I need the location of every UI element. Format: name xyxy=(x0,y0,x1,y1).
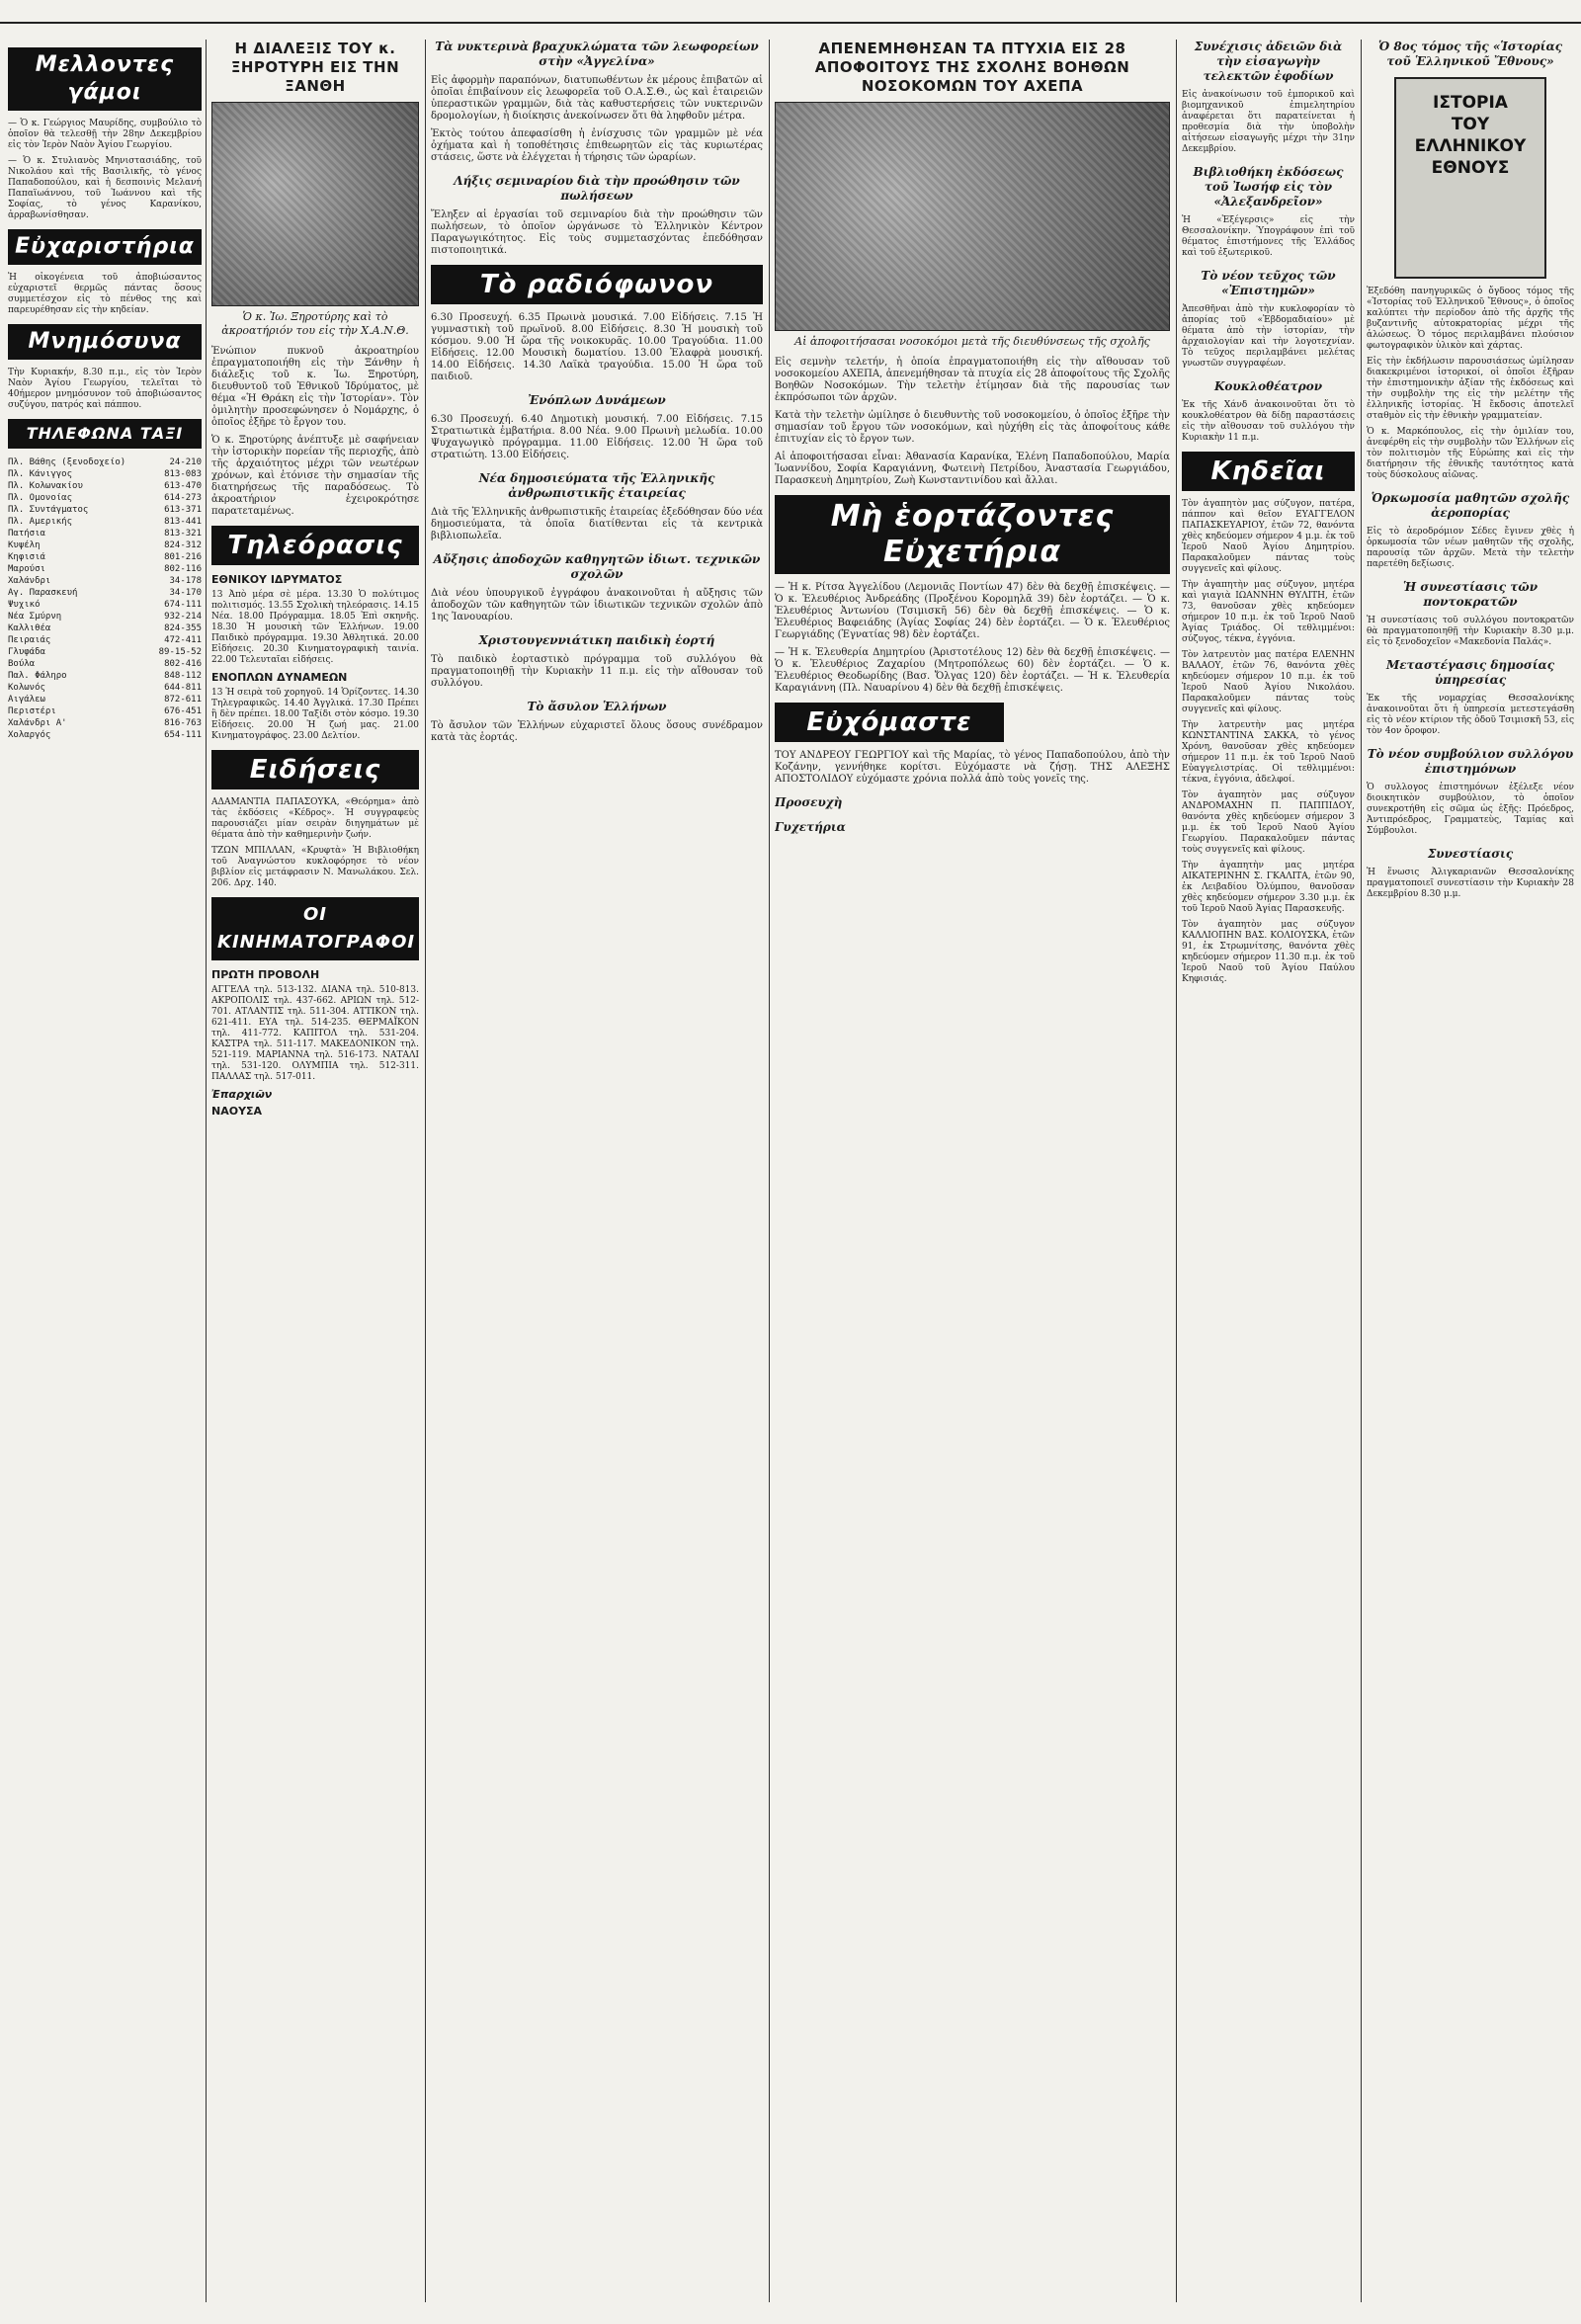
taxi-list xyxy=(8,456,202,741)
column-divider xyxy=(1176,40,1177,2302)
tv-channel-2: ΕΝΟΠΛΩΝ ΔΥΝΑΜΕΩΝ xyxy=(211,671,348,684)
taxi-phone: 24-210 xyxy=(169,457,202,467)
nurses-text-3: Αἱ ἀποφοιτήσασαι εἶναι: Ἀθανασία Καρανίκα, Ἑλένη Παπαδοπούλου, Μαρία Ἰωαννίδου, Σοφία Καραγιάννη, Φωτεινὴ Πετρίδου, Ἀναστασία Γεωργιάδου, Παρασκευὴ Δημητρίου, Ζωὴ Κωνσταντινίδου καὶ ἄλλαι. xyxy=(775,452,1170,486)
nurses-text-1: Εἰς σεμνὴν τελετήν, ἡ ὁποία ἐπραγματοποιήθη εἰς τὴν αἴθουσαν τοῦ νοσοκομείου ΑΧΕΠΑ, ἀπενεμήθησαν τὰ πτυχία εἰς 28 ἀποφοίτους τῆς Σχολῆς Βοηθῶν Νοσοκόμων. Τὴν τελετὴν ἐτίμησαν διὰ τῆς παρουσίας των ἐκπρόσωποι τῶν ἀρχῶν. xyxy=(775,357,1170,403)
taxi-row xyxy=(8,587,202,599)
taxi-row xyxy=(8,456,202,468)
issue-text: Ἀπεσθῆναι ἀπὸ τὴν κυκλοφορίαν τὸ ἀπορίας τοῦ «Ἐβδομαδιαίου» μὲ θέματα ἀπὸ τὴν ἱστορίαν, τὴν ἀρχαιολογίαν καὶ τὴν λογοτεχνίαν. Τὸ τεῦχος περιλαμβάνει μελέτας γνωστῶν συγγραφέων. xyxy=(1182,304,1355,369)
buses-title: Τὰ νυκτερινὰ βραχυκλώματα τῶν λεωφορείων στὴν «Ἀγγελίνα» xyxy=(435,40,759,68)
taxi-row xyxy=(8,729,202,741)
lecture-caption: Ὁ κ. Ἰω. Ξηροτύρης καὶ τὸ ἀκροατήριόν του εἰς τὴν Χ.Α.Ν.Θ. xyxy=(221,310,409,337)
wishes-banner: Εὐχόμαστε xyxy=(775,703,1004,742)
cinema-head: ΠΡΩΤΗ ΠΡΟΒΟΛΗ xyxy=(211,968,320,981)
taxi-row xyxy=(8,575,202,587)
buses-text-1: Εἰς ἀφορμὴν παραπόνων, διατυπωθέντων ἐκ μέρους ἐπιβατῶν αἱ ὁποῖαι ἐπιβαίνουν εἰς λεωφορεῖα τοῦ Ο.Α.Σ.Θ., ὡς καὶ ἑταιρειῶν ὑπεραστικῶν γραμμῶν, διὰ τὰς καθυστερήσεις τῶν νυκτερινῶν δρομολογίων, ἡ διοίκησις ἀνεκοίνωσεν ὅτι θὰ ληφθοῦν μέτρα. xyxy=(431,75,763,122)
taxi-phone: 89-15-52 xyxy=(158,647,202,657)
thanks-text: Ἡ οἰκογένεια τοῦ ἀποβιώσαντος εὐχαριστεῖ θερμῶς πάντας ὅσους συμμετέσχον εἰς τὸ πένθος της καὶ παρευρέθησαν εἰς τὴν κηδείαν. xyxy=(8,273,202,315)
taxi-stand: Χαλάνδρι Α' xyxy=(8,718,67,728)
funeral-notice: Τὸν λατρευτὸν μας πατέρα ΕΛΕΝΗΝ ΒΑΛΑΟΥ, ἐτῶν 76, θανόντα χθὲς κηδεύομεν σήμερον 10 π.μ. ἐκ τοῦ Ἱεροῦ Ναοῦ Ἁγίου Νικολάου. Παρακαλοῦμεν πάντας τοὺς συγγενεῖς καὶ φίλους. xyxy=(1182,650,1355,714)
taxi-phone: 674-111 xyxy=(164,600,202,610)
christmas-text: Τὸ παιδικὸ ἑορταστικὸ πρόγραμμα τοῦ συλλόγου θὰ πραγματοποιηθῇ τὴν Κυριακὴν 11 π.μ. εἰς τὴν αἴθουσαν τοῦ συλλόγου. xyxy=(431,654,763,689)
funerals-banner: Κηδεῖαι xyxy=(1182,452,1355,491)
lecture-text-2: Ὁ κ. Ξηροτύρης ἀνέπτυξε μὲ σαφήνειαν τὴν ἱστορικὴν πορείαν τῆς περιοχῆς, ἀπὸ τῆς ἀρχαιότητος μέχρι τῶν νεωτέρων χρόνων, καὶ ἐτόνισε τὴν σημασίαν τῆς διατηρήσεως τῆς παραδόσεως. Τὸ ἀκροατήριον ἐχειροκρότησε παρατεταμένως. xyxy=(211,435,419,517)
column-3 xyxy=(431,40,763,2302)
dinner-text: Ἡ συνεστίασις τοῦ συλλόγου ποντοκρατῶν θὰ πραγματοποιηθῇ τὴν Κυριακὴν 8.30 μ.μ. εἰς τὸ ξενοδοχεῖον «Μακεδονία Παλάς». xyxy=(1367,616,1574,647)
tv-banner: Τηλεόρασις xyxy=(211,526,419,565)
taxi-stand: Κηφισιά xyxy=(8,552,45,562)
column-6 xyxy=(1367,40,1574,2302)
taxi-phone: 813-441 xyxy=(164,517,202,527)
taxi-phone: 34-178 xyxy=(169,576,202,586)
taxi-row xyxy=(8,670,202,682)
taxi-row xyxy=(8,634,202,646)
taxi-stand: Γλυφάδα xyxy=(8,647,45,657)
taxi-phone: 813-083 xyxy=(164,469,202,479)
taxi-stand: Καλλιθέα xyxy=(8,623,51,633)
tv-schedule-1: 13 Ἀπὸ μέρα σὲ μέρα. 13.30 Ὁ πολύτιμος πολιτισμός. 13.55 Σχολικὴ τηλεόρασις. 14.15 Νέα. 18.00 Πρόγραμμα. 18.05 Ἐπὶ σκηνῆς. 18.30 Ἡ μουσικὴ τῶν Ἑλλήνων. 19.00 Παιδικὸ πρόγραμμα. 19.30 Ἀθλητικά. 20.00 Εἰδήσεις. 20.30 Κινηματογραφικὴ ταινία. 22.00 Τελευταῖαι εἰδήσεις. xyxy=(211,590,419,665)
taxi-phone: 824-355 xyxy=(164,623,202,633)
taxi-stand: Πλ. Κάνιγγος xyxy=(8,469,73,479)
tv-channel-1: ΕΘΝΙΚΟΥ ΙΔΡΥΜΑΤΟΣ xyxy=(211,573,343,586)
book-title-line: ΕΛΛΗΝΙΚΟΥ xyxy=(1414,136,1527,156)
taxi-row xyxy=(8,551,202,563)
history-text-2: Εἰς τὴν ἐκδήλωσιν παρουσιάσεως ὡμίλησαν διακεκριμένοι ἱστορικοί, οἱ ὁποῖοι ἐξῆραν τὴν ἐπιστημονικὴν ἀξίαν τῆς ἐκδόσεως καὶ τὴν συμβολὴν της εἰς τὴν μελέτην τῆς ἑλληνικῆς ἱστορίας. Ἡ ἔκδοσις ἀποτελεῖ σταθμὸν εἰς τὴν ἐθνικὴν γραμματείαν. xyxy=(1367,357,1574,421)
taxi-stand: Πατήσια xyxy=(8,529,45,539)
taxi-row xyxy=(8,599,202,611)
thanks-banner: Εὐχαριστήρια xyxy=(8,229,202,265)
dinner-title: Ἡ συνεστίασις τῶν ποντοκρατῶν xyxy=(1402,580,1539,609)
funeral-notice: Τὸν ἀγαπητὸν μας σύζυγον ΑΝΔΡΟΜΑΧΗΝ Π. ΠΑΠΠΙΔΟΥ, θανόντα χθὲς κηδεύομεν σήμερον 3 μ.μ. ἐκ τοῦ Ἱεροῦ Ναοῦ Ἁγίου Γεωργίου. Παρακαλοῦμεν πάντας τοὺς συγγενεῖς καὶ φίλους. xyxy=(1182,790,1355,855)
taxi-stand: Νέα Σμύρνη xyxy=(8,612,62,622)
radio-schedule-1: 6.30 Προσευχή. 6.35 Πρωινὰ μουσικά. 7.00 Εἰδήσεις. 7.15 Ἡ γυμναστικὴ τοῦ πρωϊνοῦ. 8.00 Εἰδήσεις. 8.30 Ἡ μουσικὴ τοῦ κόσμου. 9.00 Ἡ ὥρα τῆς νοικοκυρᾶς. 10.00 Τραγούδια. 11.00 Εἰδήσεις. 12.00 Μουσικὴ δωματίου. 13.00 Ἐλαφρὰ μουσική. 14.00 Εἰδήσεις. 14.30 Λαϊκὰ τραγούδια. 15.00 Ἡ ὥρα τοῦ παιδιοῦ. xyxy=(431,312,763,382)
taxi-phone: 644-811 xyxy=(164,683,202,693)
taxi-row xyxy=(8,563,202,575)
taxi-stand: Κυψέλη xyxy=(8,540,41,550)
nurses-caption: Αἱ ἀποφοιτήσασαι νοσοκόμοι μετὰ τῆς διευθύνσεως τῆς σχολῆς xyxy=(794,335,1150,348)
taxi-phone: 872-611 xyxy=(164,695,202,705)
taxi-stand: Χολαργός xyxy=(8,730,51,740)
library-title: Βιβλιοθήκη ἐκδόσεως τοῦ Ἰωσήφ εἰς τὸν «Ἀλεξανδρεῖον» xyxy=(1193,165,1344,208)
salaries-text: Διὰ νέου ὑπουργικοῦ ἐγγράφου ἀνακοινοῦται ἡ αὔξησις τῶν ἀποδοχῶν τῶν καθηγητῶν τῶν ἰδιωτικῶν τεχνικῶν σχολῶν ἀπὸ 1ης Ἰανουαρίου. xyxy=(431,588,763,622)
taxi-stand: Πλ. Ομονοίας xyxy=(8,493,73,503)
radio-channel-2: Ἐνόπλων Δυνάμεων xyxy=(528,393,666,407)
taxi-stand: Ψυχικό xyxy=(8,600,41,610)
taxi-phone: 932-214 xyxy=(164,612,202,622)
nurses-text-2: Κατὰ τὴν τελετὴν ὡμίλησε ὁ διευθυντὴς τοῦ νοσοκομείου, ὁ ὁποῖος ἐξῆρε τὴν σημασίαν τοῦ ἔργου τῶν νοσοκόμων, καὶ ηὐχήθη εἰς τὰς ἀποφοίτους κάθε ἐπιτυχίαν εἰς τὸ ἔργον των. xyxy=(775,410,1170,445)
taxi-stand: Περιστέρι xyxy=(8,706,56,716)
memorial-text: Τὴν Κυριακήν, 8.30 π.μ., εἰς τὸν Ἱερὸν Ναὸν Ἁγίου Γεωργίου, τελεῖται τὸ 40ήμερον μνημόσυνον τοῦ ἀποβιώσαντος συζύγου, πατρός καὶ πάππου. xyxy=(8,368,202,410)
tv-schedule-2: 13 Ἡ σειρὰ τοῦ χορηγοῦ. 14 Ὁρίζοντες. 14.30 Τηλεγραφικῶς. 14.40 Ἀγγλικά. 17.30 Πρέπει ἢ δὲν πρέπει. 18.00 Ταξίδι στὸν κόσμο. 19.30 Εἰδήσεις. 20.00 Ἡ ζωή μας. 21.00 Κινηματογράφος. 23.00 Δελτίον. xyxy=(211,688,419,741)
taxi-row xyxy=(8,480,202,492)
column-divider xyxy=(425,40,426,2302)
namedays-banner: Μὴ ἑορτάζοντες Εὐχετήρια xyxy=(775,495,1170,574)
gathering-text: Ἡ ἕνωσις Ἀλιγκαριανῶν Θεσσαλονίκης πραγματοποιεῖ συνεστίασιν τὴν Κυριακὴν 28 Δεκεμβρίου 8.30 μ.μ. xyxy=(1367,868,1574,899)
engagements-text-2: — Ὁ κ. Στυλιανὸς Μηνιστασιάδης, τοῦ Νικολάου καὶ τῆς Βασιλικῆς, τὸ γένος Παπαδοπούλου, καὶ ἡ δεσποινὶς Μελανή Παπαϊωάννου, τοῦ Ἰωάννου καὶ τῆς Σοφίας, τὸ γένος Καρανίκου, ἀρραβωνίσθησαν. xyxy=(8,156,202,220)
taxi-phone: 654-111 xyxy=(164,730,202,740)
engagements-text-1: — Ὁ κ. Γεώργιος Μαυρίδης, συμβούλιο τὸ ὁποῖον θὰ τελεσθῇ τὴν 28ην Δεκεμβρίου εἰς τὸν Ἱερὸν Ναὸν Ἁγίου Γεωργίου. xyxy=(8,119,202,150)
taxi-phone: 613-470 xyxy=(164,481,202,491)
taxi-row xyxy=(8,468,202,480)
taxi-row xyxy=(8,528,202,540)
taxi-stand: Μαρούσι xyxy=(8,564,45,574)
column-2 xyxy=(211,40,419,2302)
board-title: Τὸ νέον συμβούλιον συλλόγου ἐπιστημόνων xyxy=(1367,747,1574,776)
publications-text: Διὰ τῆς Ἑλληνικῆς ἀνθρωπιστικῆς ἑταιρείας ἐξεδόθησαν δύο νέα δημοσιεύματα, τὰ ὁποῖα διατίθενται εἰς τὰ κεντρικὰ βιβλιοπωλεῖα. xyxy=(431,507,763,541)
taxi-row xyxy=(8,540,202,551)
column-divider xyxy=(1361,40,1362,2302)
prayer-label: Προσευχὴ xyxy=(775,795,843,809)
namedays-text-1: — Ἡ κ. Ρίτσα Ἀγγελίδου (Λεμονιᾶς Ποντίων 47) δὲν θὰ δεχθῇ ἐπισκέψεις. — Ὁ κ. Ἐλευθέριος Ἀνδρεάδης (Προξένου Κορομηλᾶ 39) δὲν ἑορτάζει. — Ὁ κ. Ἐλευθέριος Ἀντωνίου (Τσιμισκῆ 56) δὲν θὰ δεχθῇ ἐπισκέψεις. — Ὁ κ. Ἐλευθέριος Βαφειάδης (Ἀγίας Σοφίας 24) δὲν ἑορτάζει. — Ὁ κ. Ἐλευθέριος Γεωργιάδης (Ἐγνατίας 98) δὲν ἑορτάζει. xyxy=(775,582,1170,640)
imports-text: Εἰς ἀνακοίνωσιν τοῦ ἐμπορικοῦ καὶ βιομηχανικοῦ ἐπιμελητηρίου ἀναφέρεται ὅτι παρατείνεται ἡ προθεσμία διὰ τὴν ὑποβολὴν αἰτήσεων εἰσαγωγῆς μέχρι τὴν 31ην Δεκεμβρίου. xyxy=(1182,90,1355,154)
taxi-phone: 613-371 xyxy=(164,505,202,515)
taxi-row xyxy=(8,682,202,694)
history-text-3: Ὁ κ. Μαρκόπουλος, εἰς τὴν ὁμιλίαν του, ἀνεφέρθη εἰς τὴν συμβολὴν τῶν Ἑλλήνων εἰς τὸν πολιτισμὸν τῆς Εὐρώπης καὶ εἰς τὴν διατήρησιν τῆς ἐθνικῆς ταυτότητος κατὰ τοὺς δύσκολους αἰῶνας. xyxy=(1367,427,1574,480)
puppet-title: Κουκλοθέατρον xyxy=(1213,379,1323,393)
cinema-banner: ΟΙ ΚΙΝΗΜΑΤΟΓΡΑΦΟΙ xyxy=(211,897,419,960)
issue-title: Τὸ νέον τεῦχος τῶν «Ἐπιστημῶν» xyxy=(1201,269,1336,297)
seminar-title: Λήξις σεμιναρίου διὰ τὴν προώθησιν τῶν πωλήσεων xyxy=(454,174,740,203)
taxi-stand: Πλ. Κολωνακίου xyxy=(8,481,83,491)
taxi-phone: 813-321 xyxy=(164,529,202,539)
imports-title: Συνέχισις ἀδειῶν διὰ τὴν εἰσαγωγὴν τελεκτῶν ἐφοδίων xyxy=(1194,40,1343,83)
oath-text: Εἰς τὸ ἀεροδρόμιον Σέδες ἔγινεν χθὲς ἡ ὁρκωμοσία τῶν νέων μαθητῶν τῆς σχολῆς, παρουσίᾳ τῶν ἀρχῶν. Μετὰ τὴν τελετὴν παρετέθη δεξίωσις. xyxy=(1367,527,1574,569)
taxi-stand: Πειραιάς xyxy=(8,635,51,645)
funeral-notice: Τὴν ἀγαπητὴν μας μητέρα ΑΙΚΑΤΕΡΙΝΗΝ Σ. ΓΚΑΛΙΤΑ, ἐτῶν 90, ἐκ Λειβαδίου Ὀλύμπου, θανοῦσαν χθὲς κηδεύομεν σήμερον 3.30 μ.μ. ἐκ τοῦ Ἱεροῦ Ναοῦ Ἁγίας Παρασκευῆς. xyxy=(1182,861,1355,914)
taxi-phone: 848-112 xyxy=(164,671,202,681)
engagements-banner: Μελλοντες γάμοι xyxy=(8,47,202,111)
taxi-row xyxy=(8,658,202,670)
province-label: Ἐπαρχιῶν xyxy=(211,1088,273,1101)
taxi-row xyxy=(8,694,202,706)
wishes-text: ΤΟΥ ΑΝΔΡΕΟΥ ΓΕΩΡΓΙΟΥ καὶ τῆς Μαρίας, τὸ γένος Παπαδοπούλου, ἀπὸ τὴν Κοζάνην, γεννήθηκε κορίτσι. Εὐχόμαστε νὰ ζήσῃ. ΤΗΣ ΑΛΕΞΗΣ ΑΠΟΣΤΟΛΙΔΟΥ εὐχόμαστε χρόνια πολλά ἀπὸ τοὺς γονεῖς της. xyxy=(775,750,1170,785)
asylum-text: Τὸ ἄσυλον τῶν Ἑλλήνων εὐχαριστεῖ ὅλους ὅσους συνέδραμον κατὰ τὰς ἑορτάς. xyxy=(431,720,763,743)
column-divider xyxy=(769,40,770,2302)
nurses-headline: ΑΠΕΝΕΜΗΘΗΣΑΝ ΤΑ ΠΤΥΧΙΑ ΕΙΣ 28 ΑΠΟΦΟΙΤΟΥΣ ΤΗΣ ΣΧΟΛΗΣ ΒΟΗΘΩΝ ΝΟΣΟΚΟΜΩΝ ΤΟΥ ΑΧΕΠΑ xyxy=(814,40,1130,95)
taxi-phone: 801-216 xyxy=(164,552,202,562)
lecture-headline: Η ΔΙΑΛΕΞΙΣ ΤΟΥ κ. ΞΗΡΟΤΥΡΗ ΕΙΣ ΤΗΝ ΞΑΝΘΗ xyxy=(230,40,400,95)
news-text-1: ΑΔΑΜΑΝΤΙΑ ΠΑΠΑΣΟΥΚΑ, «Θεόρημα» ἀπὸ τὰς ἐκδόσεις «Κέδρος». Ἡ συγγραφεὺς παρουσιάζει μίαν σειρὰν διηγημάτων μὲ θέματα ἀπὸ τὴν καθημερινὴν ζωήν. xyxy=(211,797,419,840)
column-divider xyxy=(206,40,207,2302)
board-text: Ὁ συλλογος ἐπιστημόνων ἐξέλεξε νέον διοικητικὸν συμβούλιον, τὸ ὁποῖον συνεκροτήθη εἰς σῶμα ὡς ἑξῆς: Πρόεδρος, Ἀντιπρόεδρος, Γραμματεὺς, Ταμίας καὶ Σύμβουλοι. xyxy=(1367,783,1574,836)
taxi-row xyxy=(8,717,202,729)
book-title-line: ΙΣΤΟΡΙΑ xyxy=(1433,93,1508,113)
naousa-label: ΝΑΟΥΣΑ xyxy=(211,1105,263,1118)
taxi-phone: 802-416 xyxy=(164,659,202,669)
taxi-row xyxy=(8,646,202,658)
funeral-notice: Τὸν ἀγαπητὸν μας σύζυγον ΚΑΛΛΙΟΠΗΝ ΒΑΣ. ΚΟΛΙΟΥΣΚΑ, ἐτῶν 91, ἐκ Στρωμνίτσης, θανόντα χθὲς κηδεύομεν σήμερον 11.30 π.μ. ἐκ τοῦ Ἱεροῦ Ναοῦ τοῦ Ἁγίου Παύλου Κηφισιάς. xyxy=(1182,920,1355,984)
taxi-row xyxy=(8,622,202,634)
cinema-list: ΑΓΓΕΛΑ τηλ. 513-132. ΔΙΑΝΑ τηλ. 510-813. ΑΚΡΟΠΟΛΙΣ τηλ. 437-662. ΑΡΙΩΝ τηλ. 512-701. ΑΤΛΑΝΤΙΣ τηλ. 511-304. ΑΤΤΙΚΟΝ τηλ. 621-411. ΕΥΑ τηλ. 514-235. ΘΕΡΜΑΪΚΟΝ τηλ. 411-772. ΚΑΠΙΤΟΛ τηλ. 531-204. ΚΑΣΤΡΑ τηλ. 511-117. ΜΑΚΕΔΟΝΙΚΟΝ τηλ. 521-119. ΜΑΡΙΑΝΝΑ τηλ. 516-173. ΝΑΤΑΛΙ τηλ. 531-120. ΟΛΥΜΠΙΑ τηλ. 512-311. ΠΑΛΛΑΣ τηλ. 517-011. xyxy=(211,985,419,1082)
taxi-phone: 816-763 xyxy=(164,718,202,728)
puppet-text: Ἐκ τῆς Χάνδ ἀνακοινοῦται ὅτι τὸ κουκλοθέατρον θὰ δίδῃ παραστάσεις εἰς τὴν αἴθουσαν τοῦ συλλόγου τὴν Κυριακὴν 11 π.μ. xyxy=(1182,400,1355,443)
taxi-stand: Αγ. Παρασκευή xyxy=(8,588,78,598)
history-title: Ὁ 8ος τόμος τῆς «Ἱστορίας τοῦ Ἑλληνικοῦ Ἔθνους» xyxy=(1377,40,1563,68)
namedays-text-2: — Ἡ κ. Ἐλευθερία Δημητρίου (Ἀριστοτέλους 12) δὲν θὰ δεχθῇ ἐπισκέψεις. — Ὁ κ. Ἐλευθέριος Ζαχαρίου (Μητροπόλεως 60) δὲν ἑορτάζει. — Ὁ κ. Ἐλευθέριος Θεοδωρίδης (Βασ. Ὄλγας 120) δὲν ἑορτάζει. — Ἡ κ. Ἐλευθερία Καραγιάννη (Πλ. Ναυαρίνου 4) δὲν θὰ δεχθῇ ἐπισκέψεις. xyxy=(775,647,1170,694)
taxi-row xyxy=(8,504,202,516)
taxi-phone: 824-312 xyxy=(164,540,202,550)
radio-schedule-2: 6.30 Προσευχή. 6.40 Δημοτικὴ μουσική. 7.00 Εἰδήσεις. 7.15 Στρατιωτικὰ ἐμβατήρια. 8.00 Νέα. 9.00 Πρωινὴ μελωδία. 10.00 Ψυχαγωγικὸ πρόγραμμα. 11.00 Εἰδήσεις. 12.00 Ἡ ὥρα τοῦ στρατιώτη. 13.00 Εἰδήσεις. xyxy=(431,414,763,460)
funeral-notice: Τὴν ἀγαπητὴν μας σύζυγον, μητέρα καὶ γιαγιὰ ΙΩΑΝΝΗΝ ΘΥΛΙΤΗ, ἐτῶν 73, θανοῦσαν χθὲς κηδεύομεν σήμερον 10 π.μ. ἐκ τοῦ Ἱεροῦ Ναοῦ Ἁγίας Τριάδος. Οἱ τεθλιμμένοι: σύζυγος, τέκνα, ἐγγόνια. xyxy=(1182,580,1355,644)
book-title-line: ΕΘΝΟΥΣ xyxy=(1431,158,1510,178)
library-text: Ἡ «Ἑξέγερσις» εἰς τὴν Θεσσαλονίκην. Ὑπογράφουν ἐπὶ τοῦ θέματος ἐπιστήμονες τῆς Ἑλλάδος καὶ τοῦ ἐξωτερικοῦ. xyxy=(1182,215,1355,258)
relocation-title: Μεταστέγασις δημοσίας ὑπηρεσίας xyxy=(1385,658,1555,687)
seminar-text: Ἔληξεν αἱ ἐργασίαι τοῦ σεμιναρίου διὰ τὴν προώθησιν τῶν πωλήσεων, τὸ ὁποῖον ὠργάνωσε τὸ Ἑλληνικὸν Κέντρον Παραγωγικότητος. Εἰς τοὺς συμμετασχόντας ἐπεδόθησαν πιστοποιητικά. xyxy=(431,209,763,256)
taxi-stand: Χαλάνδρι xyxy=(8,576,51,586)
salaries-title: Αὔξησις ἀποδοχῶν καθηγητῶν ἰδιωτ. τεχνικῶν σχολῶν xyxy=(433,552,761,581)
taxi-stand: Αιγάλεω xyxy=(8,695,45,705)
taxi-phone: 614-273 xyxy=(164,493,202,503)
greetings-label: Γυχετήρια xyxy=(775,820,846,834)
taxi-stand: Κολωνός xyxy=(8,683,45,693)
taxi-row xyxy=(8,611,202,622)
lecture-photo xyxy=(211,102,419,306)
gathering-title: Συνεστίασις xyxy=(1427,847,1514,861)
taxi-stand: Πλ. Αμερικής xyxy=(8,517,73,527)
taxi-banner: ΤΗΛΕΦΩΝΑ ΤΑΞΙ xyxy=(8,419,202,449)
nurses-photo xyxy=(775,102,1170,331)
column-5 xyxy=(1182,40,1355,2302)
asylum-title: Τὸ ἄσυλον Ἑλλήνων xyxy=(527,700,667,713)
taxi-phone: 676-451 xyxy=(164,706,202,716)
taxi-row xyxy=(8,492,202,504)
top-rule xyxy=(0,22,1581,24)
radio-banner: Τὸ ραδιόφωνον xyxy=(431,265,763,304)
taxi-phone: 802-116 xyxy=(164,564,202,574)
taxi-phone: 472-411 xyxy=(164,635,202,645)
history-text-1: Ἐξεδόθη πανηγυρικῶς ὁ ὄγδοος τόμος τῆς «Ἱστορίας τοῦ Ἑλληνικοῦ Ἔθνους», ὁ ὁποῖος καλύπτει τὴν περίοδον ἀπὸ τῆς ἀρχῆς τῆς βυζαντινῆς αὐτοκρατορίας μέχρι τῆς ἁλώσεως. Ὁ τόμος περιλαμβάνει πλούσιον φωτογραφικὸν ὑλικὸν καὶ χάρτας. xyxy=(1367,287,1574,351)
taxi-phone: 34-170 xyxy=(169,588,202,598)
publications-title: Νέα δημοσιεύματα τῆς Ἑλληνικῆς ἀνθρωπιστικῆς ἑταιρείας xyxy=(478,471,715,500)
book-cover-image xyxy=(1394,77,1546,279)
memorial-banner: Μνημόσυνα xyxy=(8,324,202,360)
funeral-notice: Τὴν λατρευτὴν μας μητέρα ΚΩΝΣΤΑΝΤΙΝΑ ΣΑΚΚΑ, τὸ γένος Χρόνη, θανοῦσαν χθὲς κηδεύομεν σήμερον 11 π.μ. ἐκ τοῦ Ἱεροῦ Ναοῦ Εὐαγγελιστρίας. Οἱ τεθλιμμένοι: τέκνα, ἐγγόνια, ἀδελφοί. xyxy=(1182,720,1355,785)
news-banner: Ειδήσεις xyxy=(211,750,419,789)
funeral-notice: Τὸν ἀγαπητὸν μας σύζυγον, πατέρα, πάππον καὶ θεῖον ΕΥΑΓΓΕΛΟΝ ΠΑΠΑΣΚΕΥΑΡΙΟΥ, ἐτῶν 72, θανόντα χθὲς κηδεύομεν σήμερον 4 μ.μ. ἐκ τοῦ Ἱεροῦ Ναοῦ Ἁγίου Δημητρίου. Παρακαλοῦμεν πάντας τοὺς συγγενεῖς καὶ φίλους. xyxy=(1182,499,1355,574)
column-1 xyxy=(8,40,202,2302)
taxi-stand: Πλ. Συντάγματος xyxy=(8,505,89,515)
christmas-title: Χριστουγεννιάτικη παιδικὴ ἑορτή xyxy=(478,633,715,647)
lecture-text-1: Ἐνώπιον πυκνοῦ ἀκροατηρίου ἐπραγματοποιήθη εἰς τὴν Ξάνθην ἡ διάλεξις τοῦ κ. Ἰω. Ξηροτύρη, διευθυντοῦ τοῦ Ἐθνικοῦ Ἱδρύματος, μὲ θέμα «Ἡ Θράκη εἰς τὴν Ἱστορίαν». Τὸν ὁμιλητὴν προσεφώνησεν ὁ Νομάρχης, ὁ ὁποῖος ἐξῆρε τὸ ἔργον του. xyxy=(211,346,419,428)
taxi-stand: Πλ. Βάθης (ξενοδοχείο) xyxy=(8,457,126,467)
news-text-2: ΤΖΩΝ ΜΠΙΛΛΑΝ, «Κρυφτὰ» Ἡ Βιβλιοθήκη τοῦ Ἀναγνώστου κυκλοφόρησε τὸ νέον βιβλίον εἰς μετάφρασιν Ν. Μανωλάκου. Σελ. 206. Δρχ. 140. xyxy=(211,846,419,888)
column-4 xyxy=(775,40,1170,2302)
taxi-row xyxy=(8,706,202,717)
taxi-row xyxy=(8,516,202,528)
taxi-stand: Παλ. Φάληρο xyxy=(8,671,67,681)
relocation-text: Ἐκ τῆς νομαρχίας Θεσσαλονίκης ἀνακοινοῦται ὅτι ἡ ὑπηρεσία μετεστεγάσθη εἰς τὸ νέον κτίριον τῆς ὁδοῦ Τσιμισκῆ 53, εἰς τὸν 4ον ὄροφον. xyxy=(1367,694,1574,736)
oath-title: Ὁρκωμοσία μαθητῶν σχολῆς ἀεροπορίας xyxy=(1371,491,1570,520)
taxi-stand: Βούλα xyxy=(8,659,36,669)
buses-text-2: Ἐκτὸς τούτου ἀπεφασίσθη ἡ ἐνίσχυσις τῶν γραμμῶν μὲ νέα ὀχήματα καὶ ἡ τοποθέτησις ἐπιθεωρητῶν εἰς τὰς κυριωτέρας στάσεις, ὥστε νὰ ἐλέγχεται ἡ τήρησις τῶν ὡραρίων. xyxy=(431,128,763,163)
book-title-line: ΤΟΥ xyxy=(1451,115,1490,134)
